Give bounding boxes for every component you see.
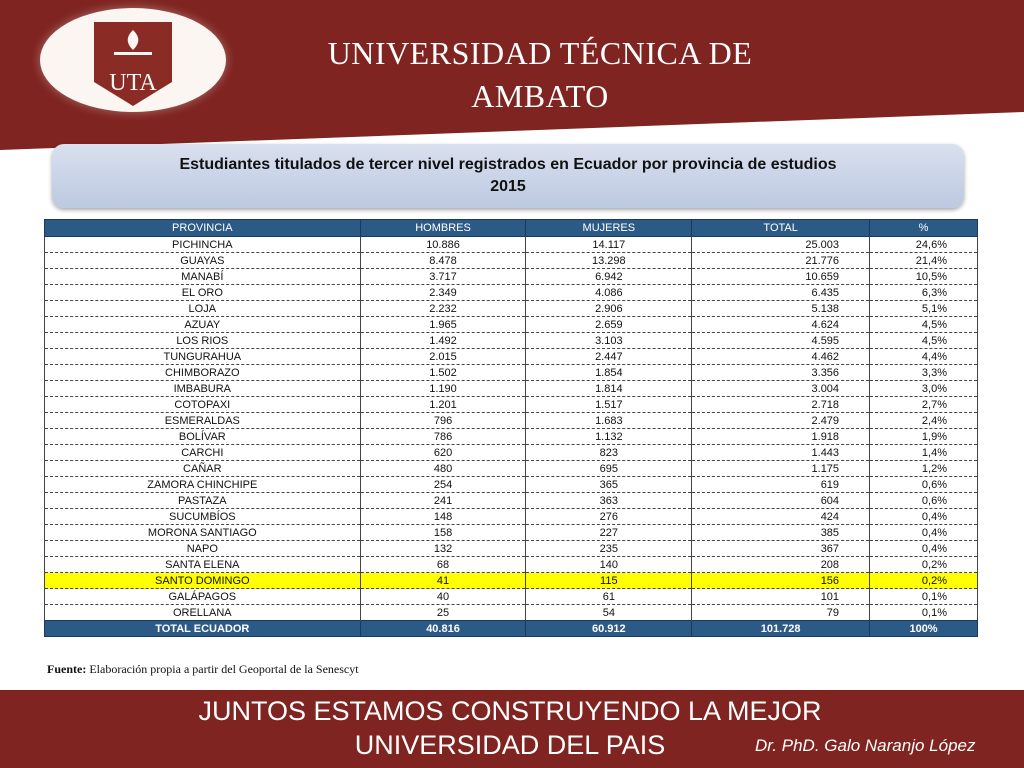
table-year: 2015	[490, 178, 526, 195]
table-row	[45, 493, 978, 509]
cell-hombres: 158	[360, 525, 526, 541]
cell-provincia: ESMERALDAS	[45, 413, 361, 429]
table-row	[45, 285, 978, 301]
cell-pct: 2,4%	[870, 413, 978, 429]
cell-pct: 4,5%	[870, 333, 978, 349]
cell-pct: 0,6%	[870, 477, 978, 493]
cell-hombres: 25	[360, 605, 526, 621]
table-row	[45, 589, 978, 605]
table-row	[45, 413, 978, 429]
cell-total: 1.175	[692, 461, 870, 477]
cell-hombres: 796	[360, 413, 526, 429]
table-row	[45, 237, 978, 253]
cell-mujeres: 1.683	[526, 413, 692, 429]
table-row	[45, 349, 978, 365]
cell-mujeres: 61	[526, 589, 692, 605]
cell-hombres: 620	[360, 445, 526, 461]
cell-total: 619	[692, 477, 870, 493]
total-mujeres: 60.912	[526, 621, 692, 637]
cell-mujeres: 227	[526, 525, 692, 541]
cell-hombres: 3.717	[360, 269, 526, 285]
cell-provincia: NAPO	[45, 541, 361, 557]
cell-mujeres: 14.117	[526, 237, 692, 253]
university-shield-icon	[92, 20, 174, 108]
cell-pct: 2,7%	[870, 397, 978, 413]
source-note	[47, 662, 359, 677]
cell-mujeres: 2.447	[526, 349, 692, 365]
cell-pct: 24,6%	[870, 237, 978, 253]
cell-hombres: 132	[360, 541, 526, 557]
cell-pct: 6,3%	[870, 285, 978, 301]
cell-provincia: COTOPAXI	[45, 397, 361, 413]
cell-total: 21.776	[692, 253, 870, 269]
cell-mujeres: 363	[526, 493, 692, 509]
table-title: Estudiantes titulados de tercer nivel registrados en Ecuador por provincia de estudios	[179, 156, 837, 173]
cell-total: 79	[692, 605, 870, 621]
cell-provincia: PICHINCHA	[45, 237, 361, 253]
cell-hombres: 68	[360, 557, 526, 573]
cell-pct: 0,6%	[870, 493, 978, 509]
cell-provincia: AZUAY	[45, 317, 361, 333]
university-name-line1: UNIVERSIDAD TÉCNICA DE	[327, 35, 753, 71]
cell-total: 2.718	[692, 397, 870, 413]
cell-total: 4.624	[692, 317, 870, 333]
column-header-hombres: HOMBRES	[360, 220, 526, 237]
cell-pct: 0,4%	[870, 509, 978, 525]
column-header-provincia: PROVINCIA	[45, 220, 361, 237]
table-row	[45, 557, 978, 573]
cell-total: 4.462	[692, 349, 870, 365]
cell-total: 5.138	[692, 301, 870, 317]
column-header-total: TOTAL	[692, 220, 870, 237]
cell-pct: 3,0%	[870, 381, 978, 397]
cell-hombres: 41	[360, 573, 526, 589]
cell-hombres: 1.492	[360, 333, 526, 349]
cell-pct: 5,1%	[870, 301, 978, 317]
column-header-mujeres: MUJERES	[526, 220, 692, 237]
cell-mujeres: 140	[526, 557, 692, 573]
cell-provincia: IMBABURA	[45, 381, 361, 397]
cell-hombres: 1.201	[360, 397, 526, 413]
cell-provincia: GALÁPAGOS	[45, 589, 361, 605]
logo-text: UTA	[109, 70, 157, 96]
cell-provincia: SANTO DOMINGO	[45, 573, 361, 589]
total-total: 101.728	[692, 621, 870, 637]
cell-provincia: CAÑAR	[45, 461, 361, 477]
cell-mujeres: 235	[526, 541, 692, 557]
cell-total: 10.659	[692, 269, 870, 285]
table-row	[45, 269, 978, 285]
cell-total: 3.356	[692, 365, 870, 381]
source-label: Fuente:	[47, 662, 87, 676]
total-hombres: 40.816	[360, 621, 526, 637]
table-row	[45, 461, 978, 477]
cell-provincia: CHIMBORAZO	[45, 365, 361, 381]
table-header-row	[45, 220, 978, 237]
cell-hombres: 10.886	[360, 237, 526, 253]
cell-pct: 0,4%	[870, 525, 978, 541]
total-provincia: TOTAL ECUADOR	[45, 621, 361, 637]
table-body	[45, 237, 978, 621]
cell-hombres: 2.349	[360, 285, 526, 301]
cell-mujeres: 1.814	[526, 381, 692, 397]
column-header-percent: %	[870, 220, 978, 237]
table-row	[45, 333, 978, 349]
cell-total: 385	[692, 525, 870, 541]
cell-provincia: MORONA SANTIAGO	[45, 525, 361, 541]
slogan-line1: JUNTOS ESTAMOS CONSTRUYENDO LA MEJOR	[198, 696, 822, 726]
cell-mujeres: 276	[526, 509, 692, 525]
cell-total: 208	[692, 557, 870, 573]
cell-mujeres: 3.103	[526, 333, 692, 349]
cell-hombres: 2.015	[360, 349, 526, 365]
cell-hombres: 148	[360, 509, 526, 525]
cell-hombres: 786	[360, 429, 526, 445]
cell-pct: 10,5%	[870, 269, 978, 285]
cell-mujeres: 54	[526, 605, 692, 621]
cell-pct: 0,1%	[870, 605, 978, 621]
cell-mujeres: 1.132	[526, 429, 692, 445]
cell-provincia: PASTAZA	[45, 493, 361, 509]
cell-mujeres: 2.659	[526, 317, 692, 333]
cell-mujeres: 695	[526, 461, 692, 477]
cell-provincia: SANTA ELENA	[45, 557, 361, 573]
table-total-row	[45, 621, 978, 637]
table-row	[45, 477, 978, 493]
table-row	[45, 381, 978, 397]
cell-hombres: 40	[360, 589, 526, 605]
cell-provincia: EL ORO	[45, 285, 361, 301]
cell-mujeres: 2.906	[526, 301, 692, 317]
cell-pct: 3,3%	[870, 365, 978, 381]
cell-total: 4.595	[692, 333, 870, 349]
cell-provincia: SUCUMBÍOS	[45, 509, 361, 525]
cell-total: 424	[692, 509, 870, 525]
table-row	[45, 253, 978, 269]
cell-pct: 4,5%	[870, 317, 978, 333]
university-name-line2: AMBATO	[471, 78, 609, 114]
slogan-line2: UNIVERSIDAD DEL PAIS	[354, 730, 666, 760]
cell-hombres: 254	[360, 477, 526, 493]
cell-mujeres: 1.517	[526, 397, 692, 413]
cell-total: 3.004	[692, 381, 870, 397]
table-row	[45, 397, 978, 413]
cell-provincia: CARCHI	[45, 445, 361, 461]
cell-hombres: 241	[360, 493, 526, 509]
cell-provincia: LOS RIOS	[45, 333, 361, 349]
cell-mujeres: 1.854	[526, 365, 692, 381]
cell-pct: 1,9%	[870, 429, 978, 445]
cell-mujeres: 6.942	[526, 269, 692, 285]
cell-pct: 0,2%	[870, 573, 978, 589]
table-row	[45, 301, 978, 317]
author-name: Dr. PhD. Galo Naranjo López	[755, 736, 976, 755]
table-row	[45, 445, 978, 461]
table-row	[45, 365, 978, 381]
cell-provincia: GUAYAS	[45, 253, 361, 269]
cell-hombres: 8.478	[360, 253, 526, 269]
table-row	[45, 605, 978, 621]
cell-total: 367	[692, 541, 870, 557]
table-row	[45, 509, 978, 525]
cell-mujeres: 13.298	[526, 253, 692, 269]
cell-provincia: LOJA	[45, 301, 361, 317]
cell-hombres: 480	[360, 461, 526, 477]
cell-total: 101	[692, 589, 870, 605]
cell-provincia: MANABÍ	[45, 269, 361, 285]
cell-hombres: 1.965	[360, 317, 526, 333]
cell-provincia: ZAMORA CHINCHIPE	[45, 477, 361, 493]
cell-mujeres: 823	[526, 445, 692, 461]
total-percent: 100%	[870, 621, 978, 637]
cell-provincia: BOLÍVAR	[45, 429, 361, 445]
cell-pct: 1,4%	[870, 445, 978, 461]
table-row	[45, 429, 978, 445]
cell-mujeres: 4.086	[526, 285, 692, 301]
cell-pct: 1,2%	[870, 461, 978, 477]
cell-provincia: TUNGURAHUA	[45, 349, 361, 365]
cell-total: 1.918	[692, 429, 870, 445]
provinces-table	[44, 219, 978, 637]
cell-pct: 0,4%	[870, 541, 978, 557]
cell-mujeres: 365	[526, 477, 692, 493]
table-row	[45, 573, 978, 589]
table-row	[45, 541, 978, 557]
cell-hombres: 1.190	[360, 381, 526, 397]
cell-total: 1.443	[692, 445, 870, 461]
cell-hombres: 1.502	[360, 365, 526, 381]
cell-pct: 4,4%	[870, 349, 978, 365]
table-row	[45, 525, 978, 541]
table-row	[45, 317, 978, 333]
table-title-box	[52, 144, 964, 208]
cell-mujeres: 115	[526, 573, 692, 589]
cell-total: 604	[692, 493, 870, 509]
university-name	[250, 32, 830, 118]
cell-total: 6.435	[692, 285, 870, 301]
cell-total: 2.479	[692, 413, 870, 429]
cell-total: 156	[692, 573, 870, 589]
source-text: Elaboración propia a partir del Geoportal de la Senescyt	[86, 662, 359, 676]
cell-total: 25.003	[692, 237, 870, 253]
cell-pct: 0,1%	[870, 589, 978, 605]
cell-pct: 0,2%	[870, 557, 978, 573]
cell-hombres: 2.232	[360, 301, 526, 317]
cell-provincia: ORELLANA	[45, 605, 361, 621]
cell-pct: 21,4%	[870, 253, 978, 269]
